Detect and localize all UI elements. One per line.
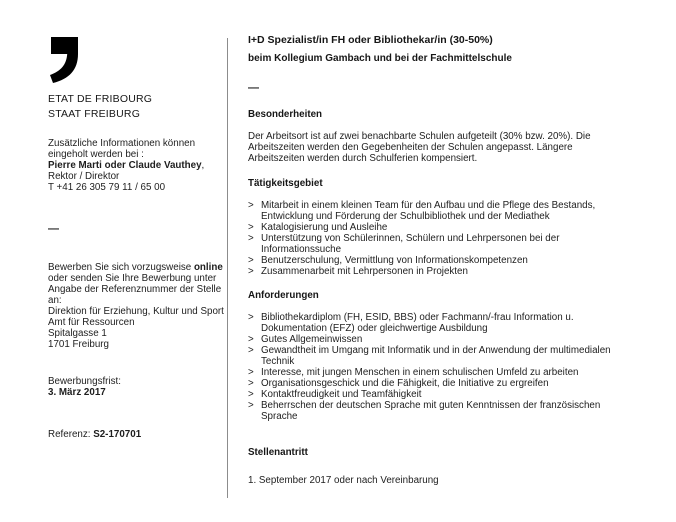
chevron-bullet-icon: >	[248, 222, 254, 233]
section-heading-taetigkeitsgebiet: Tätigkeitsgebiet	[248, 178, 323, 189]
apply-text-part1: Bewerben Sie sich vorzugsweise	[48, 262, 194, 273]
contact-role: Rektor / Direktor	[48, 171, 120, 182]
sidebar	[48, 37, 234, 440]
chevron-bullet-icon: >	[248, 345, 254, 356]
contact-name-suffix: ,	[201, 160, 205, 171]
section-heading-besonderheiten: Besonderheiten	[248, 109, 323, 120]
list-item-text: Unterstützung von Schülerinnen, Schülern und Lehrpersonen bei der Informationssuche	[261, 233, 560, 255]
section-heading-stellenantritt: Stellenantritt	[248, 447, 308, 458]
chevron-bullet-icon: >	[248, 334, 254, 345]
reference-label: Referenz:	[48, 429, 94, 440]
requirement-list	[248, 312, 630, 422]
deadline-date: 3. März 2017	[48, 387, 106, 398]
application-block	[48, 262, 234, 350]
list-item	[248, 312, 630, 334]
list-item	[248, 334, 630, 345]
address-line: 1701 Freiburg	[48, 339, 109, 350]
list-item	[248, 222, 630, 233]
list-item-text: Katalogisierung und Ausleihe	[261, 222, 388, 233]
chevron-bullet-icon: >	[248, 378, 254, 389]
info-intro: Zusätzliche Informationen können eingeholt werden bei :	[48, 138, 196, 160]
section-heading-anforderungen: Anforderungen	[248, 290, 319, 301]
apply-text-part2: oder senden Sie Ihre Bewerbung unter Angabe der Referenznummer der Stelle an:	[48, 273, 222, 306]
contact-info-block	[48, 138, 234, 193]
online-emphasis: online	[193, 262, 223, 273]
contact-name-line	[48, 160, 234, 171]
chevron-bullet-icon: >	[248, 389, 254, 400]
chevron-bullet-icon: >	[248, 312, 254, 323]
list-item-text: Gewandtheit im Umgang mit Informatik und in der Anwendung der multimedialen Technik	[261, 345, 611, 367]
list-item-text: Mitarbeit in einem kleinen Team für den Aufbau und die Pflege des Bestands, Entwicklung und Förderung der Schulbibliothek und der Mediathek	[261, 200, 596, 222]
list-item-text: Gutes Allgemeinwissen	[261, 334, 363, 345]
list-item	[248, 233, 630, 255]
chevron-bullet-icon: >	[248, 367, 254, 378]
task-list	[248, 200, 630, 277]
column-divider	[227, 38, 228, 498]
job-subtitle: beim Kollegium Gambach und bei der Fachmittelschule	[248, 53, 512, 64]
list-item	[248, 255, 630, 266]
deadline-block	[48, 376, 234, 398]
title-separator-dash: —	[248, 82, 259, 94]
org-name-de: STAAT FREIBURG	[48, 108, 141, 120]
list-item-text: Benutzerschulung, Vermittlung von Informationskompetenzen	[261, 255, 528, 266]
contact-phone: T +41 26 305 79 11 / 65 00	[48, 182, 166, 193]
list-item	[248, 367, 630, 378]
list-item-text: Zusammenarbeit mit Lehrpersonen in Projekten	[261, 266, 468, 277]
list-item-text: Interesse, mit jungen Menschen in einem schulischen Umfeld zu arbeiten	[261, 367, 579, 378]
list-item-text: Bibliothekardiplom (FH, ESID, BBS) oder Fachmann/-frau Information u. Dokumentation (EFZ) oder gleichwertige Ausbildung	[261, 312, 574, 334]
list-item	[248, 400, 630, 422]
reference-line	[48, 429, 234, 440]
address-line: Amt für Ressourcen	[48, 317, 135, 328]
besonderheiten-text: Der Arbeitsort ist auf zwei benachbarte Schulen aufgeteilt (30% bzw. 20%). Die Arbeitszeiten werden den Gegebenheiten der Schulen angepasst. Längere Arbeitszeiten werden durch Schulferien kompensiert.	[248, 131, 591, 164]
start-date-text: 1. September 2017 oder nach Vereinbarung	[248, 475, 439, 486]
reference-number: S2-170701	[93, 429, 142, 440]
chevron-bullet-icon: >	[248, 255, 254, 266]
apply-text	[48, 262, 234, 306]
list-item	[248, 378, 630, 389]
address-line: Direktion für Erziehung, Kultur und Sport	[48, 306, 224, 317]
chevron-bullet-icon: >	[248, 233, 254, 244]
chevron-bullet-icon: >	[248, 400, 254, 411]
deadline-label: Bewerbungsfrist:	[48, 376, 121, 387]
main-content	[248, 34, 630, 486]
postal-address	[48, 306, 234, 350]
org-name-fr: ETAT DE FRIBOURG	[48, 93, 153, 105]
list-item	[248, 345, 630, 367]
organization-name	[48, 92, 234, 122]
list-item-text: Beherrschen der deutschen Sprache mit guten Kenntnissen der französischen Sprache	[261, 400, 601, 422]
list-item	[248, 266, 630, 277]
fribourg-comma-logo	[48, 37, 78, 83]
list-item	[248, 200, 630, 222]
chevron-bullet-icon: >	[248, 200, 254, 211]
sidebar-separator-dash: —	[48, 223, 59, 235]
contact-name: Pierre Marti oder Claude Vauthey	[48, 160, 202, 171]
address-line: Spitalgasse 1	[48, 328, 107, 339]
job-title: I+D Spezialist/in FH oder Bibliothekar/in (30-50%)	[248, 34, 493, 46]
chevron-bullet-icon: >	[248, 266, 254, 277]
list-item-text: Kontaktfreudigkeit und Teamfähigkeit	[261, 389, 422, 400]
list-item	[248, 389, 630, 400]
list-item-text: Organisationsgeschick und die Fähigkeit, die Initiative zu ergreifen	[261, 378, 549, 389]
